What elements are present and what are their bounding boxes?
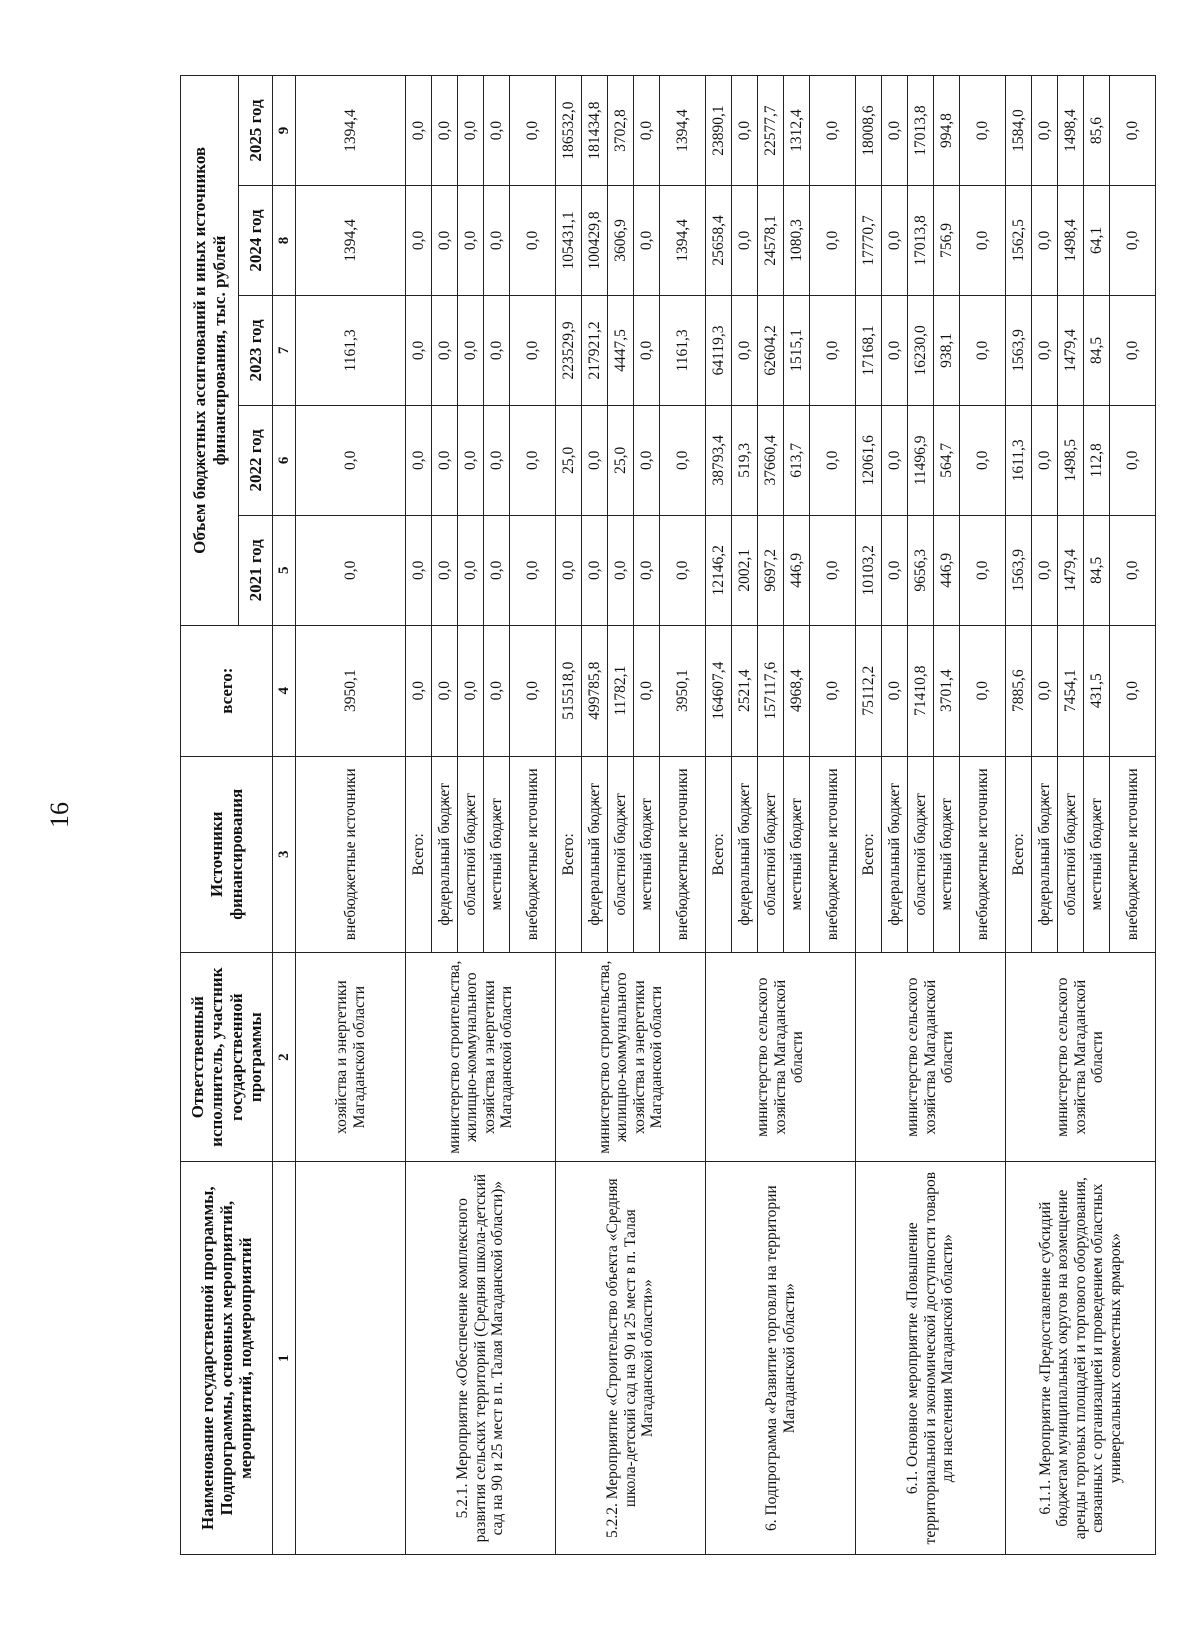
value-cell: 0,0 [810, 76, 856, 186]
value-cell: 217921,2 [582, 295, 608, 405]
executor-cell: министерство строительства, жилищно-коммунального хозяйства и энергетики Магаданской области [556, 952, 706, 1161]
value-cell: 17013,8 [908, 76, 934, 186]
value-cell: 938,1 [934, 295, 960, 405]
value-cell: 0,0 [1110, 405, 1156, 515]
value-cell: 1394,4 [296, 186, 406, 296]
value-cell: 0,0 [634, 295, 660, 405]
value-cell: 71410,8 [908, 625, 934, 756]
value-cell: 1479,4 [1058, 515, 1084, 625]
value-cell: 1563,9 [1006, 515, 1032, 625]
value-cell: 0,0 [1032, 76, 1058, 186]
value-cell: 499785,8 [582, 625, 608, 756]
value-cell: 0,0 [432, 405, 458, 515]
value-cell: 1394,4 [660, 76, 706, 186]
program-name-cell: 5.2.2. Мероприятие «Строительство объекта «Средняя школа-детский сад на 90 и 25 мест в п. Талая Магаданской области»» [556, 1162, 706, 1555]
value-cell: 7885,6 [1006, 625, 1032, 756]
value-cell: 0,0 [1032, 625, 1058, 756]
value-cell: 0,0 [510, 76, 556, 186]
value-cell: 1498,4 [1058, 76, 1084, 186]
value-cell: 0,0 [458, 625, 484, 756]
column-number: 7 [273, 295, 296, 405]
header-total: всего: [181, 625, 273, 756]
value-cell: 0,0 [484, 76, 510, 186]
column-number: 2 [273, 952, 296, 1161]
value-cell: 564,7 [934, 405, 960, 515]
header-executor: Ответственный исполнитель, участник государственной программы [181, 952, 273, 1161]
funding-source-cell: областной бюджет [458, 756, 484, 952]
value-cell: 0,0 [634, 186, 660, 296]
value-cell: 0,0 [510, 405, 556, 515]
value-cell: 84,5 [1084, 515, 1110, 625]
value-cell: 0,0 [810, 405, 856, 515]
value-cell: 25,0 [556, 405, 582, 515]
value-cell: 12146,2 [706, 515, 732, 625]
value-cell: 22577,7 [758, 76, 784, 186]
value-cell: 0,0 [458, 76, 484, 186]
value-cell: 0,0 [484, 515, 510, 625]
funding-source-cell: местный бюджет [484, 756, 510, 952]
value-cell: 0,0 [810, 515, 856, 625]
value-cell: 0,0 [1032, 295, 1058, 405]
funding-source-cell: внебюджетные источники [810, 756, 856, 952]
value-cell: 1394,4 [296, 76, 406, 186]
value-cell: 0,0 [960, 186, 1006, 296]
value-cell: 7454,1 [1058, 625, 1084, 756]
funding-source-cell: внебюджетные источники [510, 756, 556, 952]
value-cell: 0,0 [406, 76, 432, 186]
value-cell: 0,0 [406, 405, 432, 515]
value-cell: 24578,1 [758, 186, 784, 296]
column-number: 5 [273, 515, 296, 625]
funding-source-cell: Всего: [1006, 756, 1032, 952]
value-cell: 0,0 [458, 405, 484, 515]
program-name-cell: 5.2.1. Мероприятие «Обеспечение комплексного развития сельских территорий (Средняя школа-детский сад на 90 и 25 мест в п. Талая Магаданской области)» [406, 1162, 556, 1555]
value-cell: 17168,1 [856, 295, 882, 405]
value-cell: 4968,4 [784, 625, 810, 756]
value-cell: 0,0 [432, 515, 458, 625]
value-cell: 64,1 [1084, 186, 1110, 296]
value-cell: 1515,1 [784, 295, 810, 405]
funding-source-cell: Всего: [706, 756, 732, 952]
value-cell: 3606,9 [608, 186, 634, 296]
column-number: 9 [273, 76, 296, 186]
value-cell: 10103,2 [856, 515, 882, 625]
value-cell: 1611,3 [1006, 405, 1032, 515]
program-name-cell: 6. Подпрограмма «Развитие торговли на территории Магаданской области» [706, 1162, 856, 1555]
value-cell: 64119,3 [706, 295, 732, 405]
value-cell: 0,0 [458, 515, 484, 625]
funding-source-cell: областной бюджет [758, 756, 784, 952]
funding-source-cell: местный бюджет [634, 756, 660, 952]
program-name-cell [296, 1162, 406, 1555]
value-cell: 0,0 [484, 295, 510, 405]
value-cell: 0,0 [882, 295, 908, 405]
value-cell: 3701,4 [934, 625, 960, 756]
value-cell: 12061,6 [856, 405, 882, 515]
value-cell: 16230,0 [908, 295, 934, 405]
value-cell: 0,0 [882, 515, 908, 625]
column-number: 1 [273, 1162, 296, 1555]
value-cell: 1080,3 [784, 186, 810, 296]
funding-source-cell: местный бюджет [1084, 756, 1110, 952]
funding-source-cell: Всего: [856, 756, 882, 952]
value-cell: 112,8 [1084, 405, 1110, 515]
value-cell: 4447,5 [608, 295, 634, 405]
rotated-page [180, 75, 1141, 1555]
value-cell: 3950,1 [296, 625, 406, 756]
value-cell: 1498,5 [1058, 405, 1084, 515]
table-row [296, 76, 406, 1555]
value-cell: 0,0 [882, 186, 908, 296]
value-cell: 17770,7 [856, 186, 882, 296]
value-cell: 0,0 [458, 295, 484, 405]
value-cell: 0,0 [582, 515, 608, 625]
executor-cell: хозяйства и энергетики Магаданской области [296, 952, 406, 1161]
table-row [1006, 76, 1032, 1555]
value-cell: 0,0 [432, 295, 458, 405]
value-cell: 0,0 [660, 515, 706, 625]
value-cell: 100429,8 [582, 186, 608, 296]
value-cell: 0,0 [960, 76, 1006, 186]
value-cell: 1394,4 [660, 186, 706, 296]
value-cell: 11782,1 [608, 625, 634, 756]
value-cell: 0,0 [634, 76, 660, 186]
value-cell: 0,0 [960, 405, 1006, 515]
value-cell: 1584,0 [1006, 76, 1032, 186]
value-cell: 0,0 [634, 625, 660, 756]
value-cell: 0,0 [406, 625, 432, 756]
value-cell: 0,0 [960, 515, 1006, 625]
value-cell: 0,0 [660, 405, 706, 515]
value-cell: 1563,9 [1006, 295, 1032, 405]
funding-source-cell: местный бюджет [934, 756, 960, 952]
value-cell: 85,6 [1084, 76, 1110, 186]
value-cell: 3950,1 [660, 625, 706, 756]
value-cell: 11496,9 [908, 405, 934, 515]
program-name-cell: 6.1. Основное мероприятие «Повышение территориальной и экономической доступности товаров для населения Магаданской области» [856, 1162, 1006, 1555]
funding-source-cell: областной бюджет [908, 756, 934, 952]
value-cell: 0,0 [296, 515, 406, 625]
value-cell: 0,0 [882, 625, 908, 756]
funding-source-cell: федеральный бюджет [1032, 756, 1058, 952]
value-cell: 1498,4 [1058, 186, 1084, 296]
value-cell: 0,0 [732, 76, 758, 186]
funding-source-cell: областной бюджет [608, 756, 634, 952]
value-cell: 0,0 [810, 186, 856, 296]
executor-cell: министерство сельского хозяйства Магаданской области [706, 952, 856, 1161]
value-cell: 0,0 [1032, 405, 1058, 515]
value-cell: 0,0 [732, 295, 758, 405]
value-cell: 0,0 [1110, 76, 1156, 186]
value-cell: 0,0 [406, 186, 432, 296]
executor-cell: министерство строительства, жилищно-коммунального хозяйства и энергетики Магаданской области [406, 952, 556, 1161]
value-cell: 62604,2 [758, 295, 784, 405]
value-cell: 37660,4 [758, 405, 784, 515]
column-number: 3 [273, 756, 296, 952]
value-cell: 9697,2 [758, 515, 784, 625]
value-cell: 0,0 [406, 295, 432, 405]
value-cell: 0,0 [484, 405, 510, 515]
value-cell: 431,5 [1084, 625, 1110, 756]
value-cell: 0,0 [1110, 186, 1156, 296]
table-row [856, 76, 882, 1555]
value-cell: 0,0 [432, 186, 458, 296]
value-cell: 0,0 [484, 625, 510, 756]
table-row [556, 76, 582, 1555]
value-cell: 0,0 [608, 515, 634, 625]
value-cell: 0,0 [960, 295, 1006, 405]
value-cell: 157117,6 [758, 625, 784, 756]
funding-source-cell: федеральный бюджет [432, 756, 458, 952]
value-cell: 446,9 [934, 515, 960, 625]
value-cell: 0,0 [1110, 295, 1156, 405]
value-cell: 0,0 [1032, 515, 1058, 625]
column-number: 8 [273, 186, 296, 296]
value-cell: 0,0 [296, 405, 406, 515]
value-cell: 186532,0 [556, 76, 582, 186]
value-cell: 0,0 [406, 515, 432, 625]
value-cell: 18008,6 [856, 76, 882, 186]
value-cell: 0,0 [510, 295, 556, 405]
value-cell: 38793,4 [706, 405, 732, 515]
funding-source-cell: федеральный бюджет [582, 756, 608, 952]
value-cell: 0,0 [582, 405, 608, 515]
value-cell: 0,0 [1110, 625, 1156, 756]
header-name: Наименование государственной программы, Подпрограммы, основных мероприятий, мероприятий, подмероприятий [181, 1162, 273, 1555]
value-cell: 105431,1 [556, 186, 582, 296]
funding-source-cell: внебюджетные источники [660, 756, 706, 952]
header-year: 2025 год [239, 76, 273, 186]
executor-cell: министерство сельского хозяйства Магаданской области [1006, 952, 1156, 1161]
value-cell: 1312,4 [784, 76, 810, 186]
budget-table [180, 75, 1156, 1555]
table-row [406, 76, 432, 1555]
header-group: Объем бюджетных ассигнований и иных источников финансирования, тыс. рублей [181, 76, 239, 626]
funding-source-cell: Всего: [556, 756, 582, 952]
value-cell: 0,0 [432, 625, 458, 756]
value-cell: 994,8 [934, 76, 960, 186]
value-cell: 0,0 [732, 186, 758, 296]
value-cell: 0,0 [1110, 515, 1156, 625]
value-cell: 9656,3 [908, 515, 934, 625]
funding-source-cell: областной бюджет [1058, 756, 1084, 952]
value-cell: 0,0 [960, 625, 1006, 756]
value-cell: 17013,8 [908, 186, 934, 296]
value-cell: 181434,8 [582, 76, 608, 186]
executor-cell: министерство сельского хозяйства Магаданской области [856, 952, 1006, 1161]
value-cell: 0,0 [810, 625, 856, 756]
value-cell: 0,0 [882, 76, 908, 186]
value-cell: 1161,3 [296, 295, 406, 405]
funding-source-cell: местный бюджет [784, 756, 810, 952]
value-cell: 446,9 [784, 515, 810, 625]
value-cell: 613,7 [784, 405, 810, 515]
value-cell: 223529,9 [556, 295, 582, 405]
value-cell: 519,3 [732, 405, 758, 515]
column-number: 4 [273, 625, 296, 756]
value-cell: 0,0 [510, 186, 556, 296]
funding-source-cell: внебюджетные источники [1110, 756, 1156, 952]
value-cell: 0,0 [634, 515, 660, 625]
header-source: Источники финансирования [181, 756, 273, 952]
value-cell: 23890,1 [706, 76, 732, 186]
value-cell: 25658,4 [706, 186, 732, 296]
value-cell: 756,9 [934, 186, 960, 296]
value-cell: 0,0 [510, 515, 556, 625]
value-cell: 164607,4 [706, 625, 732, 756]
value-cell: 515518,0 [556, 625, 582, 756]
page-number: 16 [45, 802, 74, 828]
value-cell: 84,5 [1084, 295, 1110, 405]
program-name-cell: 6.1.1. Мероприятие «Предоставление субсидий бюджетам муниципальных округов на возмещение аренды торговых площадей и торгового оборудования, связанных с организацией и проведением областных универсальных совместных ярмарок» [1006, 1162, 1156, 1555]
value-cell: 0,0 [810, 295, 856, 405]
value-cell: 0,0 [510, 625, 556, 756]
value-cell: 0,0 [882, 405, 908, 515]
value-cell: 0,0 [432, 76, 458, 186]
value-cell: 1479,4 [1058, 295, 1084, 405]
value-cell: 0,0 [556, 515, 582, 625]
header-year: 2024 год [239, 186, 273, 296]
value-cell: 2002,1 [732, 515, 758, 625]
value-cell: 0,0 [634, 405, 660, 515]
value-cell: 1161,3 [660, 295, 706, 405]
column-number: 6 [273, 405, 296, 515]
header-year: 2023 год [239, 295, 273, 405]
header-year: 2022 год [239, 405, 273, 515]
table-row [706, 76, 732, 1555]
funding-source-cell: внебюджетные источники [296, 756, 406, 952]
value-cell: 1562,5 [1006, 186, 1032, 296]
value-cell: 25,0 [608, 405, 634, 515]
funding-source-cell: федеральный бюджет [732, 756, 758, 952]
value-cell: 75112,2 [856, 625, 882, 756]
funding-source-cell: внебюджетные источники [960, 756, 1006, 952]
value-cell: 0,0 [1032, 186, 1058, 296]
value-cell: 0,0 [458, 186, 484, 296]
value-cell: 0,0 [484, 186, 510, 296]
funding-source-cell: федеральный бюджет [882, 756, 908, 952]
funding-source-cell: Всего: [406, 756, 432, 952]
value-cell: 3702,8 [608, 76, 634, 186]
header-year: 2021 год [239, 515, 273, 625]
value-cell: 2521,4 [732, 625, 758, 756]
